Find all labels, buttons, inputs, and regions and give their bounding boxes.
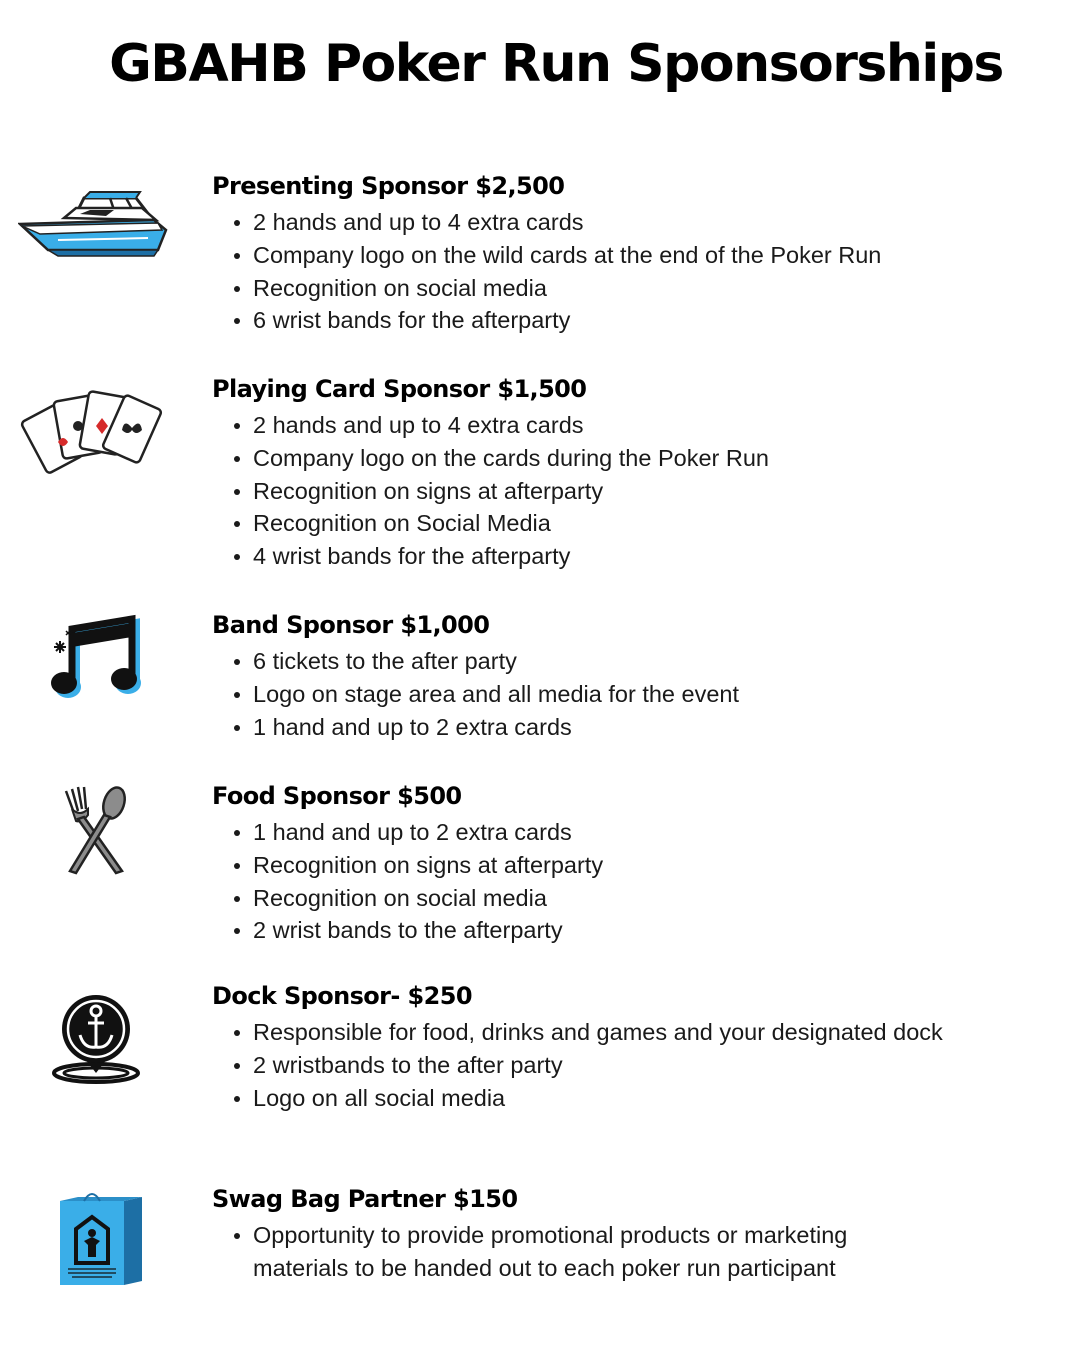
playing-cards-icon [18, 379, 168, 479]
page-title: GBAHB Poker Run Sponsorships [109, 34, 1003, 94]
list-item: Recognition on signs at afterparty [212, 849, 972, 882]
benefit-list [212, 409, 972, 573]
list-item: 2 wristbands to the after party [212, 1049, 972, 1082]
list-item: Recognition on Social Media [212, 507, 972, 540]
anchor-pin-icon [18, 988, 168, 1088]
boat-icon [18, 174, 168, 274]
list-item: 2 hands and up to 4 extra cards [212, 409, 972, 442]
list-item: Company logo on the cards during the Poker Run [212, 442, 972, 475]
sponsor-title: Swag Bag Partner $150 [212, 1185, 518, 1213]
list-item: 1 hand and up to 2 extra cards [212, 816, 972, 849]
list-item: Recognition on social media [212, 272, 972, 305]
music-note-icon [18, 611, 168, 711]
benefit-list [212, 1016, 972, 1114]
list-item: 4 wrist bands for the afterparty [212, 540, 972, 573]
benefit-list [212, 645, 972, 743]
swag-bag-icon [18, 1191, 168, 1291]
list-item: 2 wrist bands to the afterparty [212, 914, 972, 947]
list-item: Company logo on the wild cards at the end of the Poker Run [212, 239, 972, 272]
benefit-list [212, 206, 972, 337]
benefit-list [212, 1219, 852, 1285]
list-item: Logo on stage area and all media for the event [212, 678, 972, 711]
list-item: Opportunity to provide promotional products or marketing materials to be handed out to each poker run participant [212, 1219, 852, 1285]
sponsor-title: Playing Card Sponsor $1,500 [212, 375, 587, 403]
list-item: Logo on all social media [212, 1082, 972, 1115]
list-item: Recognition on signs at afterparty [212, 475, 972, 508]
sponsor-title: Food Sponsor $500 [212, 782, 462, 810]
list-item: 6 wrist bands for the afterparty [212, 304, 972, 337]
sponsor-title: Band Sponsor $1,000 [212, 611, 490, 639]
list-item: Recognition on social media [212, 882, 972, 915]
benefit-list [212, 816, 972, 947]
list-item: 1 hand and up to 2 extra cards [212, 711, 972, 744]
list-item: Responsible for food, drinks and games and your designated dock [212, 1016, 972, 1049]
list-item: 6 tickets to the after party [212, 645, 972, 678]
fork-spoon-icon [18, 782, 168, 882]
sponsor-title: Presenting Sponsor $2,500 [212, 172, 565, 200]
list-item: 2 hands and up to 4 extra cards [212, 206, 972, 239]
sponsor-title: Dock Sponsor- $250 [212, 982, 472, 1010]
